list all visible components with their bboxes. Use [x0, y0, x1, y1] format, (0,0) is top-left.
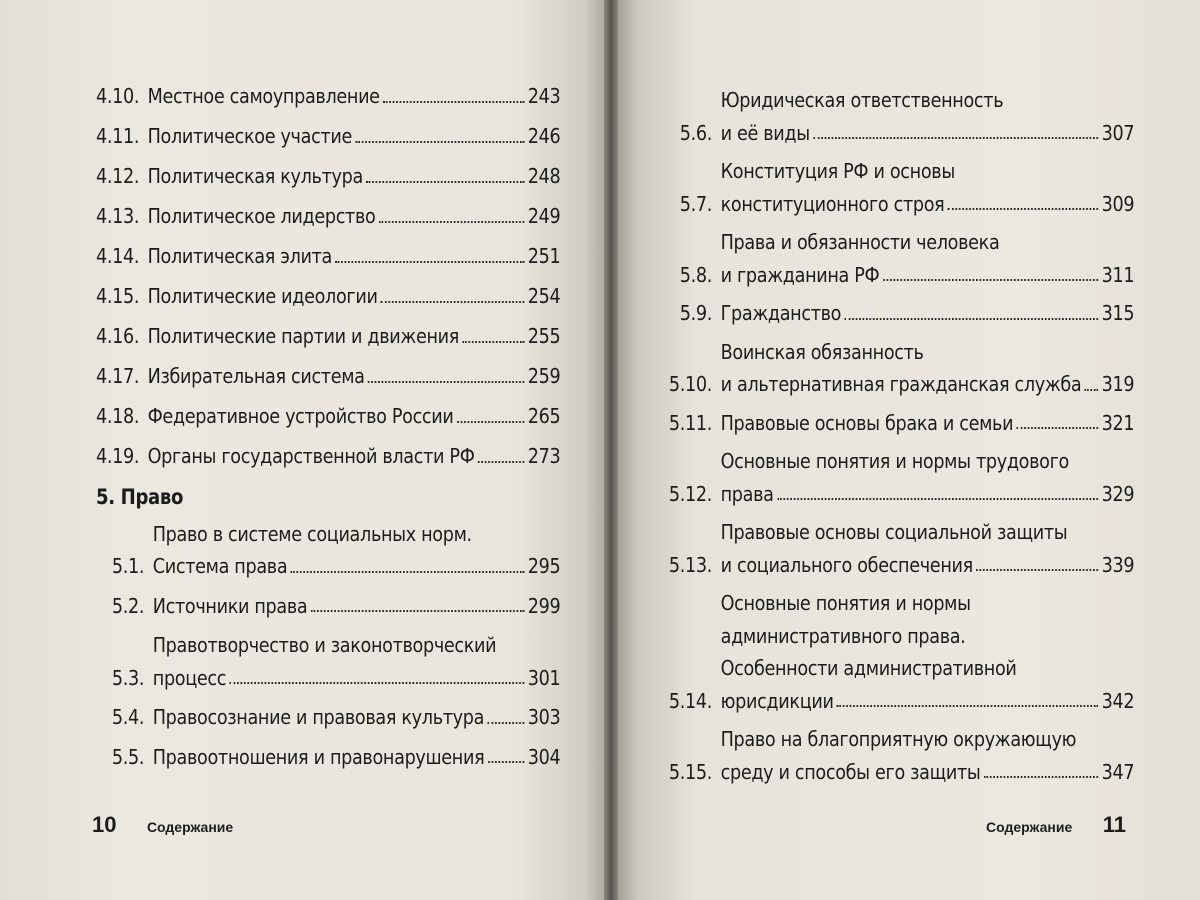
entry-title: конституционного строя [720, 191, 945, 216]
entry-line [721, 729, 1135, 750]
entry-title: Основные понятия и нормы [720, 591, 971, 615]
entry-page: 255 [527, 324, 561, 348]
entry-page: 339 [1101, 552, 1135, 577]
entry-page: 249 [527, 204, 561, 228]
entry-title: административного права. [720, 623, 966, 648]
entry-title: Правовые основы социальной защиты [720, 520, 1068, 544]
entry-body [721, 232, 1135, 285]
entry-body [148, 406, 561, 427]
entry-line [148, 286, 561, 307]
entry-number: 4.11. [96, 124, 140, 148]
toc-entry[interactable] [101, 635, 560, 688]
entry-number: 5.13. [668, 552, 713, 577]
toc-entry[interactable] [96, 206, 560, 227]
entry-page: 319 [1101, 372, 1135, 396]
entry-line [152, 665, 561, 690]
entry-page: 321 [1101, 410, 1135, 435]
section-title: 5. Право [96, 484, 184, 509]
leader-dots [883, 279, 1098, 281]
leader-dots [478, 461, 524, 463]
entry-line [721, 451, 1135, 472]
section-entries [96, 521, 561, 769]
toc-entry[interactable] [96, 326, 560, 347]
entry-title: и социального обеспечения [720, 552, 973, 577]
leader-dots [813, 137, 1098, 139]
entry-line [721, 303, 1135, 324]
entry-line [148, 246, 561, 267]
entry-body [153, 635, 561, 688]
toc-entry[interactable] [101, 521, 561, 578]
entry-line [720, 552, 1135, 577]
entry-line [148, 446, 561, 467]
entry-body [148, 206, 561, 227]
leader-dots [379, 221, 524, 223]
entry-body [148, 446, 561, 467]
entry-page: 304 [527, 744, 561, 769]
toc-entry[interactable] [96, 286, 560, 307]
leader-dots [355, 141, 524, 143]
toc-entry[interactable] [96, 406, 560, 427]
entry-title: Правовые основы брака и семьи [720, 410, 1014, 435]
entry-page: 303 [527, 705, 561, 729]
entry-body [721, 303, 1135, 324]
entry-page: 251 [527, 244, 561, 268]
entry-number: 5.10. [668, 372, 713, 396]
entry-body [148, 286, 561, 307]
running-title: Содержание [986, 819, 1073, 835]
entry-page: 347 [1101, 759, 1135, 784]
entry-number: 5.15. [668, 759, 713, 784]
running-title: Содержание [146, 819, 234, 835]
entry-line [153, 556, 561, 577]
entry-title: Избирательная система [147, 364, 365, 388]
entry-body [152, 521, 561, 578]
entry-number: 5.7. [679, 191, 713, 216]
leader-dots [976, 569, 1098, 571]
entry-title: Политическая культура [147, 164, 363, 188]
entry-line [720, 481, 1135, 506]
leader-dots [381, 301, 524, 303]
entry-line [720, 191, 1135, 216]
entry-title: Политическое участие [147, 124, 352, 148]
entry-body [720, 410, 1135, 435]
leader-dots [488, 722, 525, 724]
entry-body [721, 90, 1135, 143]
entry-line [721, 374, 1135, 395]
entry-number: 4.12. [96, 164, 140, 188]
entry-page: 309 [1101, 191, 1135, 216]
entry-page: 329 [1101, 481, 1135, 506]
toc-right [663, 90, 1134, 800]
entry-number: 5.2. [111, 593, 145, 618]
entry-number: 5.11. [668, 410, 713, 435]
page-number: 11 [1102, 812, 1126, 837]
entry-line [148, 206, 561, 227]
leader-dots [1085, 389, 1098, 391]
entry-number: 5.1. [111, 554, 145, 578]
entry-line [152, 593, 561, 618]
entry-title: Воинская обязанность [720, 339, 924, 364]
entry-title: Федеративное устройство России [147, 404, 454, 428]
entry-title: и альтернативная гражданская служба [720, 372, 1082, 396]
leader-dots [837, 705, 1098, 707]
entry-body [148, 126, 561, 147]
entry-title: права [720, 481, 774, 506]
toc-entry[interactable] [663, 339, 1135, 396]
entry-body [721, 593, 1135, 711]
entry-title: Конституция РФ и основы [720, 159, 955, 183]
leader-dots [457, 421, 524, 423]
entry-title: Права и обязанности человека [720, 230, 1000, 254]
leader-dots [984, 776, 1098, 778]
entry-title: Местное самоуправление [147, 84, 380, 108]
entry-line [721, 658, 1135, 679]
entry-title: процесс [152, 665, 227, 690]
entry-body [153, 707, 561, 728]
entry-body [148, 326, 561, 347]
entry-page: 299 [527, 593, 561, 618]
left-footer [92, 812, 233, 838]
leader-dots [845, 318, 1099, 320]
entry-title: Политическое лидерство [147, 204, 376, 228]
entry-line [148, 86, 561, 107]
entry-line [148, 406, 561, 427]
toc-entry[interactable] [101, 744, 561, 769]
entry-line [721, 161, 1135, 182]
entry-number: 4.14. [96, 244, 140, 268]
entry-page: 259 [527, 364, 561, 388]
entry-line [148, 326, 561, 347]
entry-body [148, 166, 561, 187]
entry-title: Органы государственной власти РФ [147, 444, 475, 468]
entry-body [721, 451, 1135, 504]
entry-page: 265 [527, 404, 561, 428]
leader-dots [383, 101, 524, 103]
toc-entry[interactable] [663, 729, 1134, 782]
leader-dots [1017, 427, 1099, 429]
entry-page: 315 [1101, 301, 1135, 325]
entry-number: 5.5. [111, 744, 145, 769]
entry-body [152, 744, 561, 769]
entry-line [152, 744, 561, 769]
entry-body [148, 366, 561, 387]
entry-line [721, 232, 1135, 253]
toc-left [96, 86, 560, 786]
toc-entry[interactable] [663, 303, 1134, 324]
entry-body [148, 86, 561, 107]
entry-body [152, 593, 561, 618]
entry-number: 4.18. [96, 404, 140, 428]
entry-number: 4.13. [96, 204, 140, 228]
entry-title: Право в системе социальных норм. [152, 521, 472, 546]
entry-page: 311 [1101, 262, 1135, 287]
entry-number: 5.9. [679, 301, 713, 325]
entry-number: 4.15. [96, 284, 140, 308]
entry-line [720, 262, 1135, 287]
page-number: 10 [92, 812, 117, 837]
entry-number: 5.14. [668, 688, 713, 713]
leader-dots [230, 682, 525, 684]
leader-dots [311, 610, 525, 612]
entry-page: 273 [527, 444, 561, 468]
entry-title: Особенности административной [720, 656, 1017, 680]
entry-page: 254 [527, 284, 561, 308]
entry-line [153, 707, 561, 728]
entry-number: 4.10. [96, 84, 140, 108]
entry-page: 342 [1101, 688, 1135, 713]
toc-entry[interactable] [96, 126, 560, 147]
entry-page: 295 [527, 554, 561, 578]
entry-title: Политическая элита [147, 244, 333, 268]
entry-title: Источники права [152, 593, 308, 618]
entry-page: 246 [527, 124, 561, 148]
entry-line [721, 90, 1135, 111]
entry-number: 5.3. [111, 665, 145, 690]
leader-dots [462, 341, 524, 343]
entry-line [720, 120, 1135, 145]
entry-number: 4.19. [96, 444, 140, 468]
entry-line [153, 635, 561, 656]
toc-entry[interactable] [663, 451, 1134, 504]
toc-entry[interactable] [101, 593, 561, 618]
toc-entry[interactable] [663, 232, 1134, 285]
entry-page: 301 [527, 665, 561, 690]
entry-line [720, 410, 1135, 435]
book-gutter [604, 0, 618, 900]
entry-line [148, 126, 561, 147]
entry-body [721, 161, 1135, 214]
leader-dots [366, 181, 524, 183]
toc-entry[interactable] [663, 593, 1134, 711]
entry-number: 4.17. [96, 364, 140, 388]
leader-dots [291, 571, 525, 573]
entry-line [148, 366, 561, 387]
entry-number: 5.4. [111, 705, 145, 729]
entry-title: Правосознание и правовая культура [152, 705, 485, 729]
toc-entry[interactable] [96, 166, 560, 187]
entry-page: 243 [527, 84, 561, 108]
entry-title: юрисдикции [720, 688, 834, 713]
toc-entry[interactable] [96, 86, 560, 107]
entry-title: и гражданина РФ [720, 262, 880, 287]
entry-line [720, 623, 1135, 648]
entry-body [721, 522, 1135, 575]
entry-title: и её виды [720, 120, 810, 145]
entry-body [148, 246, 561, 267]
toc-entry[interactable] [663, 90, 1134, 143]
entry-title: Основные понятия и нормы трудового [720, 449, 1069, 473]
entry-line [152, 521, 561, 546]
leader-dots [368, 381, 524, 383]
entry-line [720, 339, 1135, 364]
leader-dots [488, 761, 525, 763]
leader-dots [948, 208, 1098, 210]
entry-title: Юридическая ответственность [720, 88, 1004, 112]
entry-title: Правоотношения и правонарушения [152, 744, 485, 769]
entry-title: среду и способы его защиты [720, 759, 981, 784]
entry-body [720, 339, 1135, 396]
toc-entry[interactable] [96, 446, 560, 467]
entry-title: Гражданство [720, 301, 842, 325]
entry-line [720, 688, 1135, 713]
leader-dots [335, 261, 524, 263]
entry-number: 5.8. [679, 262, 713, 287]
entry-title: Право на благоприятную окружающую [720, 727, 1077, 751]
entry-title: Политические идеологии [147, 284, 378, 308]
entry-number: 4.16. [96, 324, 140, 348]
entry-number: 5.12. [668, 481, 713, 506]
entry-page: 307 [1101, 120, 1135, 145]
toc-entry[interactable] [96, 246, 560, 267]
toc-entry[interactable] [101, 707, 560, 728]
entry-page: 248 [527, 164, 561, 188]
toc-entry[interactable] [96, 366, 560, 387]
toc-entry[interactable] [663, 522, 1134, 575]
entry-line [721, 522, 1135, 543]
toc-entry[interactable] [663, 161, 1134, 214]
right-footer [986, 812, 1126, 838]
entry-number: 5.6. [679, 120, 713, 145]
entry-body [721, 729, 1135, 782]
entry-line [148, 166, 561, 187]
entry-line [721, 593, 1135, 614]
toc-entry[interactable] [663, 410, 1135, 435]
entry-title: Политические партии и движения [147, 324, 460, 348]
entry-title: Правотворчество и законотворческий [152, 633, 497, 657]
entry-line [720, 759, 1135, 784]
leader-dots [777, 498, 1098, 500]
entry-title: Система права [152, 554, 288, 578]
